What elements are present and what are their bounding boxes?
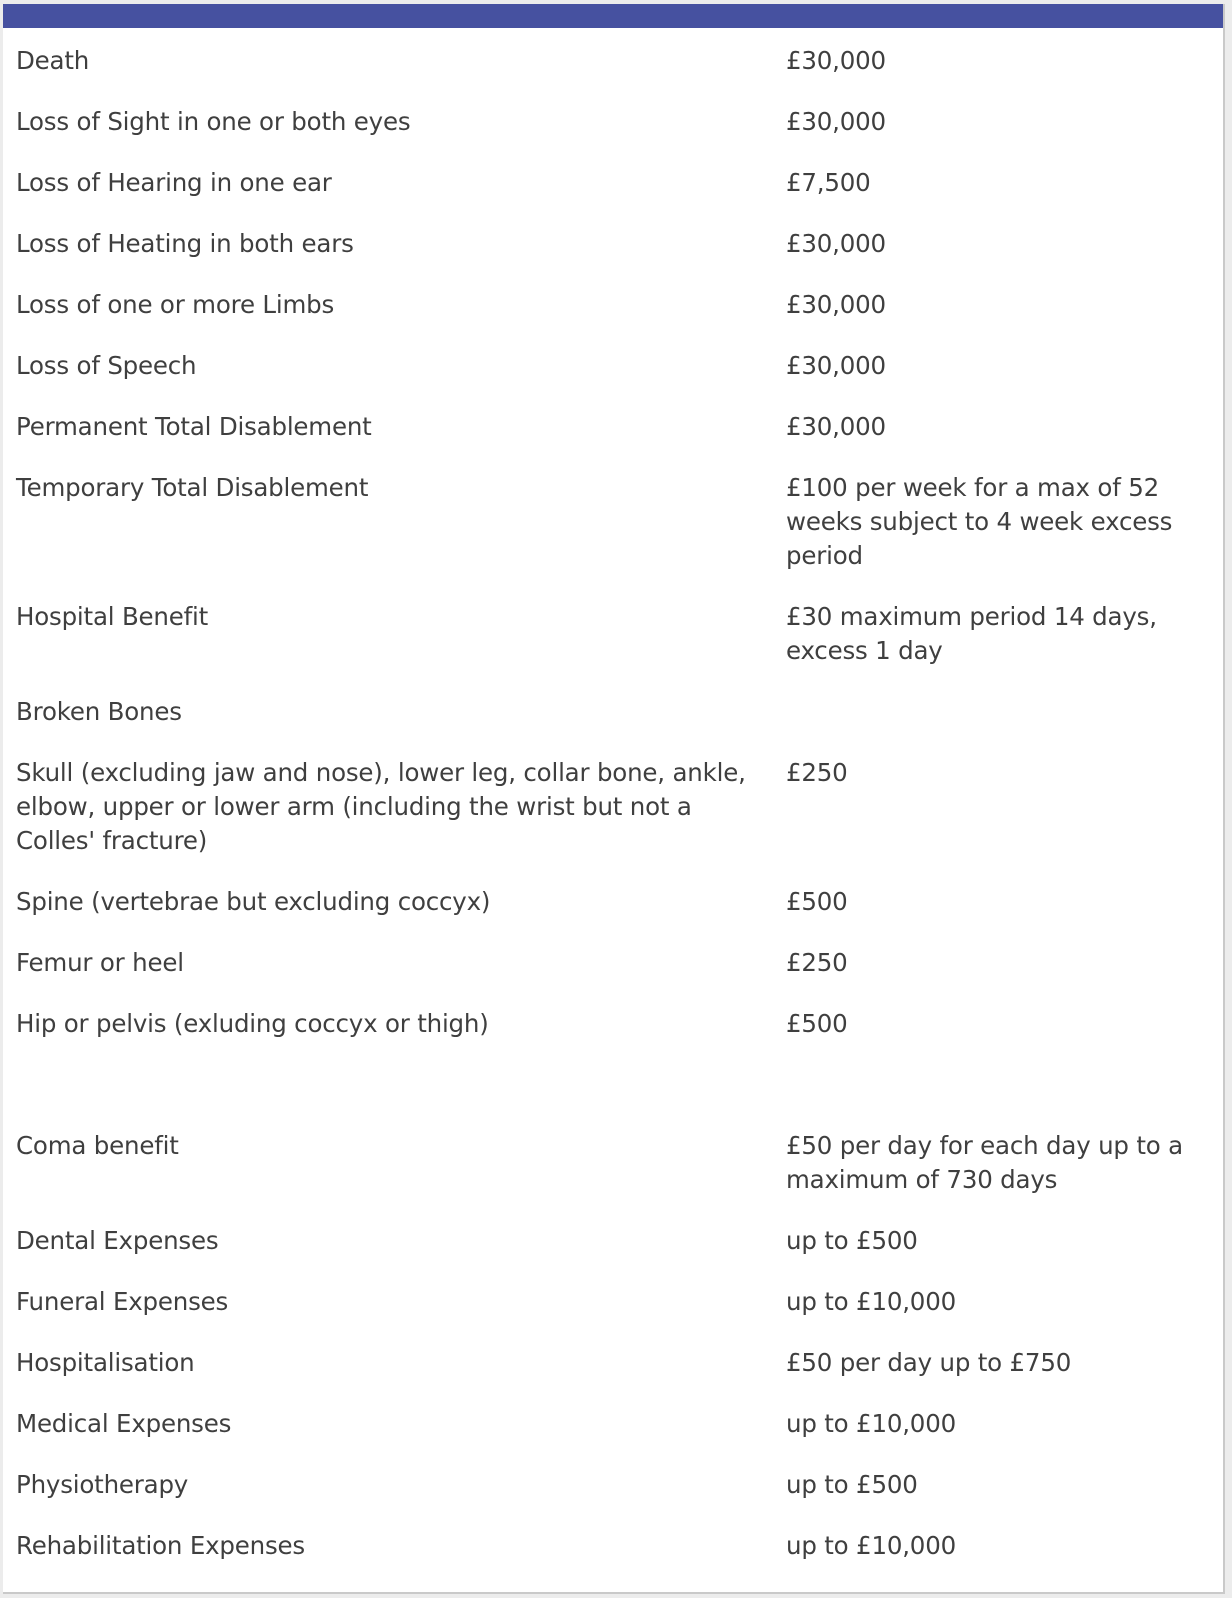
benefit-value: £100 per week for a max of 52 weeks subject to 4 week excess period: [786, 473, 1173, 570]
benefit-label: Rehabilitation Expenses: [16, 1531, 305, 1560]
table-row: [3, 1285, 1223, 1346]
benefit-label: Loss of Speech: [16, 351, 197, 380]
benefit-value: £500: [786, 887, 848, 916]
benefit-value: £30,000: [786, 412, 886, 441]
table-row: [3, 288, 1223, 349]
benefit-label: Skull (excluding jaw and nose), lower leg, collar bone, ankle, elbow, upper or lower arm (including the wrist but not a Colles' fracture): [16, 758, 746, 855]
table-header-bar: [3, 4, 1223, 28]
benefit-label: Hospitalisation: [16, 1348, 195, 1377]
benefit-value: £30,000: [786, 290, 886, 319]
benefit-value: £50 per day up to £750: [786, 1348, 1072, 1377]
benefit-value: £30,000: [786, 46, 886, 75]
benefit-value: up to £500: [786, 1470, 918, 1499]
table-row: [3, 410, 1223, 471]
table-row: [3, 1468, 1223, 1529]
table-row: [3, 1007, 1223, 1068]
benefit-value: £30,000: [786, 351, 886, 380]
benefit-value: up to £10,000: [786, 1409, 956, 1438]
benefit-label: Temporary Total Disablement: [16, 473, 369, 502]
table-row: [3, 885, 1223, 946]
benefit-label: Coma benefit: [16, 1131, 179, 1160]
table-row: [3, 1346, 1223, 1407]
benefit-label: Hip or pelvis (exluding coccyx or thigh): [16, 1009, 489, 1038]
benefit-label: Funeral Expenses: [16, 1287, 229, 1316]
table-row: [3, 695, 1223, 756]
benefit-value: £50 per day for each day up to a maximum of 730 days: [786, 1131, 1183, 1194]
benefit-value: £30 maximum period 14 days, excess 1 day: [786, 602, 1157, 665]
benefit-value: £500: [786, 1009, 848, 1038]
benefit-label: Dental Expenses: [16, 1226, 219, 1255]
benefit-value: up to £10,000: [786, 1531, 956, 1560]
benefit-label: Spine (vertebrae but excluding coccyx): [16, 887, 491, 916]
benefit-label: Femur or heel: [16, 948, 184, 977]
benefit-label: Loss of Hearing in one ear: [16, 168, 332, 197]
table-row: [3, 756, 1223, 885]
table-row: [3, 44, 1223, 105]
benefits-table: [3, 28, 1223, 1590]
benefit-label: Physiotherapy: [16, 1470, 189, 1499]
table-row: [3, 1407, 1223, 1468]
benefit-label: Death: [16, 46, 90, 75]
table-row: [3, 471, 1223, 600]
table-row: [3, 227, 1223, 288]
benefit-label: Loss of Heating in both ears: [16, 229, 354, 258]
benefit-value: £250: [786, 948, 848, 977]
benefit-value: £30,000: [786, 229, 886, 258]
table-row: [3, 1224, 1223, 1285]
benefit-value: up to £10,000: [786, 1287, 956, 1316]
benefit-label: Loss of one or more Limbs: [16, 290, 335, 319]
table-spacer: [3, 1068, 1223, 1129]
table-row: [3, 105, 1223, 166]
benefit-label: Medical Expenses: [16, 1409, 232, 1438]
table-row: [3, 349, 1223, 410]
table-row: [3, 600, 1223, 695]
benefit-value: up to £500: [786, 1226, 918, 1255]
benefit-value: £250: [786, 758, 848, 787]
section-heading-broken-bones: Broken Bones: [16, 697, 182, 726]
table-row: [3, 946, 1223, 1007]
benefit-label: Permanent Total Disablement: [16, 412, 372, 441]
benefit-label: Hospital Benefit: [16, 602, 209, 631]
benefit-value: £30,000: [786, 107, 886, 136]
benefits-table-frame: [3, 4, 1225, 1594]
table-row: [3, 166, 1223, 227]
benefit-value: £7,500: [786, 168, 871, 197]
benefit-label: Loss of Sight in one or both eyes: [16, 107, 411, 136]
table-row: [3, 1129, 1223, 1224]
table-row: [3, 1529, 1223, 1590]
